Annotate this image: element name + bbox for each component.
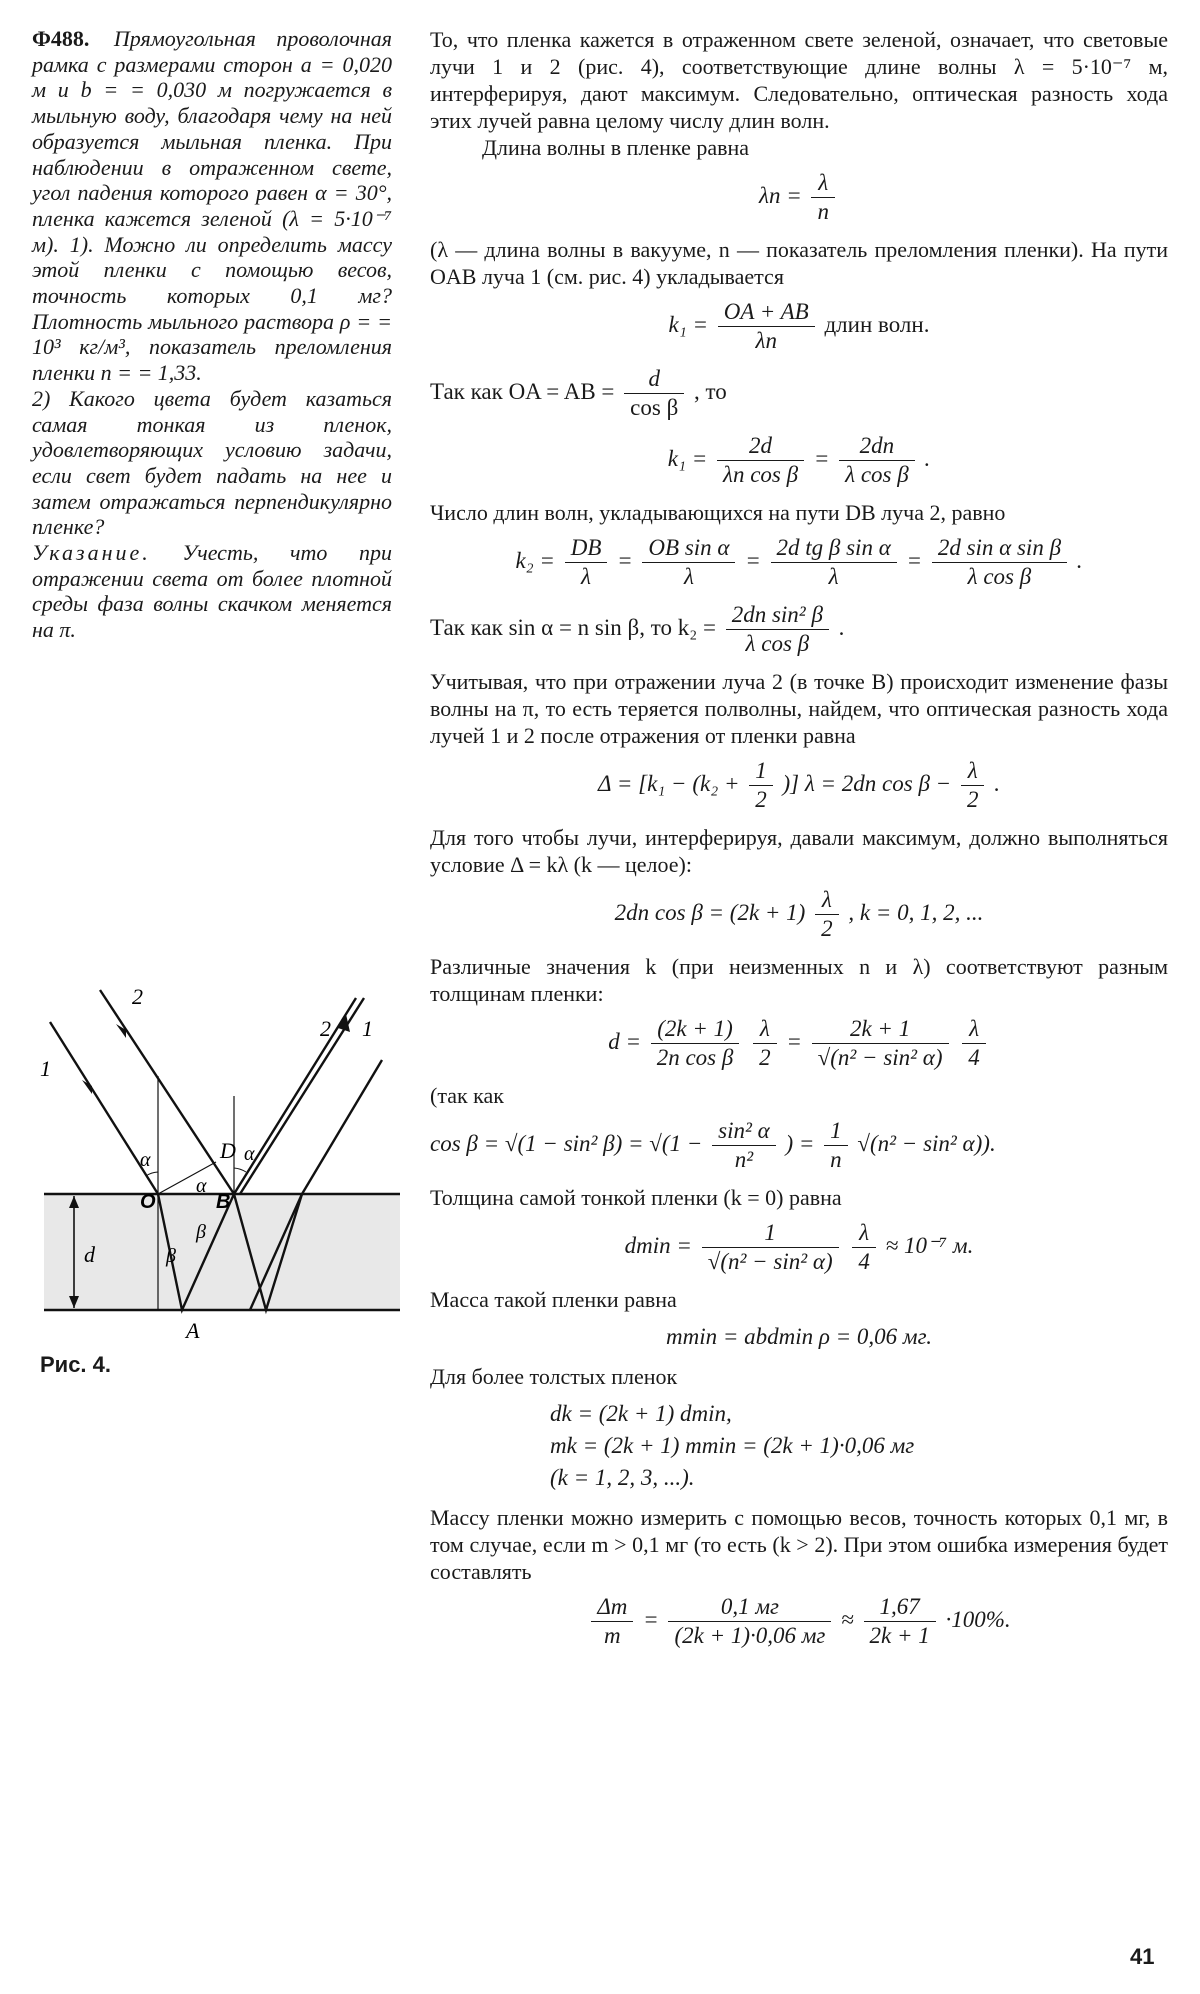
- eq4-d2: λ: [683, 564, 694, 589]
- problem-text: Прямоугольная проволочная рамка с размерами сторон a = 0,020 м и b = = 0,030 м погружается в мыльную воду, благодаря чему на ней образуется мыльная пленка. При наблюдении в отраженном свете, угол падения которого равен α = 30°, пленка кажется зеленой (λ = 5·10⁻⁷ м). 1). Можно ли определить массу этой пленки с помощью весов, точность которых 0,1 мг? Плотность мыльного раствора ρ = = 10³ кг/м³, показатель преломления пленки n = = 1,33.: [32, 26, 393, 386]
- eq12-fraction-2: [668, 1593, 831, 1650]
- figure-caption: Рис. 4.: [40, 1352, 112, 1377]
- equation-max-condition: [430, 886, 1168, 943]
- eq4-d4: λ cos β: [967, 564, 1032, 589]
- eq8-den: n²: [734, 1147, 754, 1172]
- eq12-d3: 2k + 1: [869, 1623, 930, 1648]
- eq-oa-fraction: [624, 365, 684, 422]
- label-thickness: d: [84, 1242, 95, 1267]
- equation-k1-result: [430, 432, 1168, 489]
- eq-sin-fraction: [726, 601, 829, 658]
- equation-k1-definition: [430, 298, 1168, 355]
- solution-paragraph-11: Толщина самой тонкой пленки (k = 0) равна: [430, 1185, 842, 1210]
- label-ray-1-out: 1: [362, 1016, 373, 1041]
- eq12-d1: m: [604, 1623, 621, 1648]
- equation-mmin: mmin = abdmin ρ = 0,06 мг.: [665, 1324, 933, 1349]
- label-alpha-3: α: [196, 1175, 207, 1197]
- eq7-n1: (2k + 1): [651, 1015, 740, 1044]
- eq4-fraction-2: [642, 534, 735, 591]
- eq3-den1: λп cos β: [723, 462, 799, 487]
- problem-question-2: 2) Какого цвета будет казаться самая тонкая из пленок, удовлетворяющих условию задачи, если свет будет падать на нее и затем отражаться перпендикулярно пленке?: [32, 385, 392, 540]
- eq4-d3: λ: [828, 564, 839, 589]
- eq5-den2: 2: [966, 787, 979, 812]
- solution-paragraph-1: То, что пленка кажется в отраженном свете зеленой, означает, что световые лучи 1 и 2 (рис. 4), соответствующие длине волны λ = 5·10⁻⁷ м, интерферируя, дают максимум. Следовательно, оптическая разность хода этих лучей равна целому числу длин волн.: [430, 27, 1168, 133]
- alpha-arc-o: [146, 1172, 158, 1176]
- eq4-eq-2: =: [745, 547, 761, 573]
- eq3-lhs: k₁ =: [667, 445, 708, 471]
- eq3-equals: =: [813, 445, 830, 471]
- eq12-n3: 1,67: [864, 1593, 936, 1622]
- solution-paragraph-12: Масса такой пленки равна: [430, 1287, 677, 1312]
- thin-film-figure: [20, 976, 400, 1356]
- equation-k-range: (k = 1, 2, 3, ...).: [550, 1465, 695, 1490]
- equation-cos-beta: [430, 1117, 1168, 1174]
- eq7-fraction-1: [651, 1015, 740, 1072]
- eq-sin-end: .: [838, 614, 845, 640]
- eq5-fraction-2: [961, 757, 985, 814]
- eq2-den: λп: [755, 328, 777, 353]
- eq9-fraction-1: [702, 1219, 839, 1276]
- eq4-n2: OB sin α: [642, 534, 735, 563]
- label-point-o: O: [140, 1191, 156, 1213]
- eq8-num2: 1: [824, 1117, 848, 1146]
- equation-k2: [430, 534, 1168, 591]
- equation-error: [430, 1593, 1168, 1650]
- eq6-fraction: [815, 886, 839, 943]
- solution-paragraph-8: Для того чтобы лучи, интерферируя, давали максимум, должно выполняться условие Δ = kλ (k — целое):: [430, 825, 1168, 877]
- problem-number: Ф488.: [32, 26, 90, 51]
- eq6-pre: 2dn cos β = (2k + 1): [614, 899, 806, 925]
- label-beta-2: β: [196, 1221, 206, 1243]
- eq1-den: n: [817, 199, 829, 224]
- eq5-mid: )] λ = 2dn cos β −: [782, 770, 952, 796]
- eq12-n1: Δm: [591, 1593, 633, 1622]
- eq3-fraction-2: [839, 432, 915, 489]
- eq9-num2: λ: [852, 1219, 876, 1248]
- eq-sin-pre: Так как sin α = n sin β, то k₂ =: [430, 614, 716, 640]
- eq5-fraction-1: [749, 757, 773, 814]
- label-point-d: D: [220, 1138, 236, 1163]
- eq5-num: 1: [749, 757, 773, 786]
- outgoing-right: [302, 1060, 382, 1194]
- solution: [430, 26, 1168, 1660]
- eq9-den2: 4: [858, 1249, 870, 1274]
- eq3-fraction-1: [717, 432, 804, 489]
- label-alpha-1: α: [140, 1149, 151, 1171]
- equation-wavelength-film: [430, 169, 1168, 226]
- eq4-n4: 2d sin α sin β: [932, 534, 1067, 563]
- label-beta-1: β: [166, 1245, 176, 1267]
- eq12-equals: =: [643, 1606, 659, 1632]
- wavefront-od: [158, 1162, 216, 1194]
- eq7-fraction-4: [962, 1015, 986, 1072]
- equation-dmin: [430, 1219, 1168, 1276]
- eq9-fraction-2: [852, 1219, 876, 1276]
- eq-sin-den: λ cos β: [745, 631, 810, 656]
- eq4-fraction-3: [771, 534, 897, 591]
- eq-sin-num: 2dn sin² β: [726, 601, 829, 630]
- alpha-arc-b: [234, 1168, 246, 1172]
- eq8-post: √(n² − sin² α)).: [857, 1130, 996, 1156]
- eq7-n4: λ: [962, 1015, 986, 1044]
- eq2-lhs: k₁ =: [668, 311, 709, 337]
- eq6-post: , k = 0, 1, 2, ...: [848, 899, 984, 925]
- eq3-den2: λ cos β: [845, 462, 909, 487]
- label-alpha-2: α: [244, 1143, 255, 1165]
- eq4-d1: λ: [581, 564, 592, 589]
- solution-paragraph-3: (λ — длина волны в вакууме, n — показатель преломления пленки). На пути OAB луча 1 (см. рис. 4) укладывается: [430, 237, 1168, 289]
- eq8-pre: cos β = √(1 − sin² β) = √(1 −: [430, 1130, 703, 1156]
- solution-paragraph-14: Массу пленки можно измерить с помощью весов, точность которых 0,1 мг, в том случае, если m > 0,1 мг (то есть (k > 2). При этом ошибка измерения будет составлять: [430, 1505, 1168, 1584]
- eq-oa-num: d: [624, 365, 684, 394]
- equation-dk: dk = (2k + 1) dmin,: [550, 1401, 732, 1426]
- eq-oa-pre: Так как OA = AB =: [430, 378, 615, 404]
- eq8-num: sin² α: [712, 1117, 776, 1146]
- eq5-pre: Δ = [k₁ − (k₂ +: [598, 770, 740, 796]
- hint-text: Учесть, что при отражении света от более плотной среды фаза волны скачком меняется на π.: [32, 540, 392, 643]
- eq6-den: 2: [821, 916, 833, 941]
- solution-paragraph-9: Различные значения k (при неизменных n и λ) соответствуют разным толщинам пленки:: [430, 954, 1168, 1006]
- equation-path-difference: [430, 757, 1168, 814]
- hint-label: Указание.: [32, 540, 151, 566]
- eq7-n3: 2k + 1: [812, 1015, 949, 1044]
- eq4-fraction-4: [932, 534, 1067, 591]
- eq9-post: ≈ 10⁻⁷ м.: [885, 1232, 974, 1258]
- eq3-num2: 2dn: [839, 432, 915, 461]
- eq3-num1: 2d: [717, 432, 804, 461]
- eq8-den2: n: [830, 1147, 842, 1172]
- eq7-d1: 2n cos β: [656, 1045, 734, 1070]
- label-ray-1-in: 1: [40, 1056, 51, 1081]
- eq7-d2: 2: [759, 1045, 771, 1070]
- solution-paragraph-5: Число длин волн, укладывающихся на пути DB луча 2, равно: [430, 500, 1006, 525]
- eq7-n2: λ: [753, 1015, 777, 1044]
- eq8-fraction-1: [712, 1117, 776, 1174]
- solution-paragraph-10: (так как: [430, 1083, 504, 1108]
- eq12-n2: 0,1 мг: [668, 1593, 831, 1622]
- eq12-d2: (2k + 1)·0,06 мг: [674, 1623, 826, 1648]
- eq12-fraction-1: [591, 1593, 633, 1650]
- eq4-fraction-1: [565, 534, 608, 591]
- eq4-eq-3: =: [906, 547, 923, 573]
- eq1-fraction: [811, 169, 835, 226]
- eq2-rhs: длин волн.: [824, 311, 930, 337]
- eq7-fraction-2: [753, 1015, 777, 1072]
- eq12-fraction-3: [864, 1593, 936, 1650]
- equation-oa-ab: [430, 365, 1168, 422]
- eq2-num: OA + AB: [718, 298, 815, 327]
- label-point-b: B: [216, 1191, 231, 1213]
- eq12-approx: ≈: [841, 1606, 854, 1632]
- eq1-num: λ: [811, 169, 835, 198]
- ray-diagram: [20, 976, 400, 1356]
- eq4-end: .: [1076, 547, 1083, 573]
- eq5-den: 2: [755, 787, 767, 812]
- equation-mk: mk = (2k + 1) mmin = (2k + 1)·0,06 мг: [550, 1433, 915, 1458]
- eq8-fraction-2: [824, 1117, 848, 1174]
- eq7-fraction-3: [812, 1015, 949, 1072]
- eq9-num: 1: [702, 1219, 839, 1248]
- equation-sin-relation: [430, 601, 1168, 658]
- solution-paragraph-7: Учитывая, что при отражении луча 2 (в точке B) происходит изменение фазы волны на π, то есть теряется полволны, найдем, что оптическая разность хода лучей 1 и 2 после отражения от пленки равна: [430, 669, 1168, 748]
- solution-paragraph-13: Для более толстых пленок: [430, 1364, 678, 1389]
- label-ray-2-out: 2: [320, 1016, 331, 1041]
- eq5-num2: λ: [961, 757, 985, 786]
- problem-statement: [32, 26, 392, 643]
- eq6-num: λ: [815, 886, 839, 915]
- eq7-d4: 4: [968, 1045, 980, 1070]
- eq3-end: .: [924, 445, 931, 471]
- solution-paragraph-2: Длина волны в пленке равна: [482, 135, 750, 160]
- page-number: 41: [1130, 1944, 1155, 1969]
- eq7-equals: =: [786, 1028, 802, 1054]
- eq9-lhs: dmin =: [624, 1232, 692, 1258]
- eq4-n3: 2d tg β sin α: [771, 534, 897, 563]
- eq12-post: ·100%.: [945, 1606, 1011, 1632]
- eq4-lhs: k₂ =: [515, 547, 555, 573]
- eq-oa-post: , то: [694, 378, 727, 404]
- equation-thickness: [430, 1015, 1168, 1072]
- eq8-mid: ) =: [785, 1130, 815, 1156]
- eq7-lhs: d =: [608, 1028, 641, 1054]
- eq7-d3: √(n² − sin² α): [817, 1045, 943, 1070]
- label-ray-2-in: 2: [132, 984, 143, 1009]
- eq4-eq-1: =: [617, 547, 633, 573]
- eq5-end: .: [994, 770, 1000, 796]
- eq9-den: √(n² − sin² α): [707, 1249, 833, 1274]
- eq-oa-den: cos β: [630, 395, 679, 420]
- eq4-n1: DB: [565, 534, 608, 563]
- eq1-lhs: λп =: [759, 182, 802, 208]
- label-point-a: A: [186, 1318, 200, 1343]
- eq2-fraction: [718, 298, 815, 355]
